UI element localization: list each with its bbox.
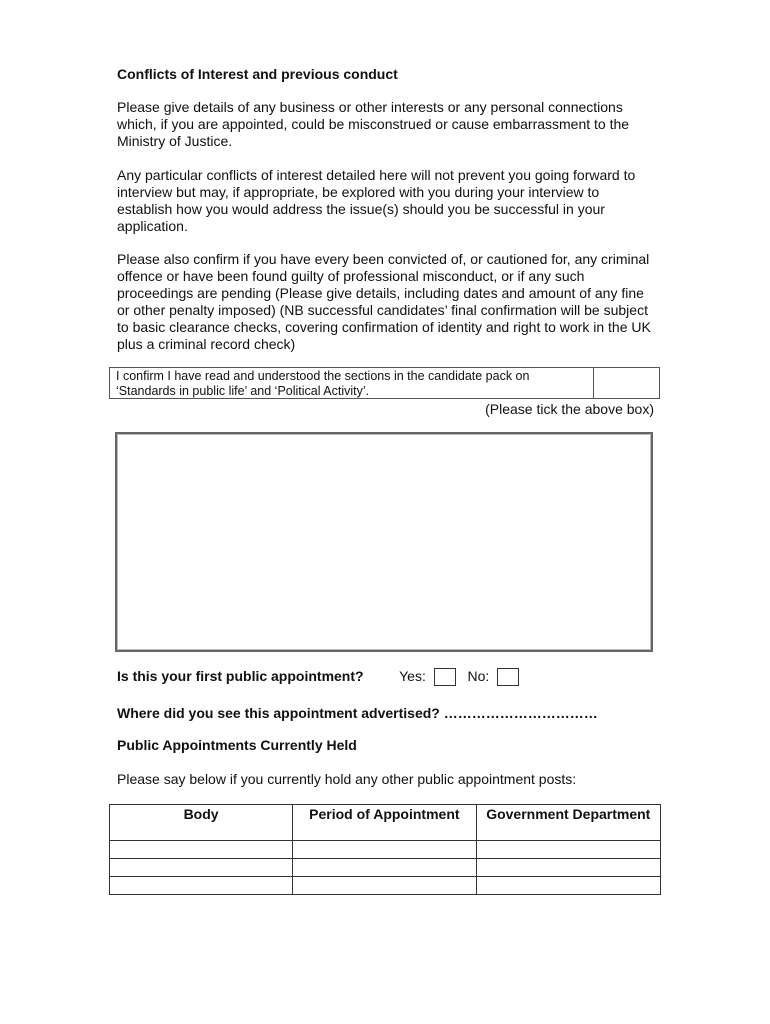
table-row (110, 877, 661, 895)
intro-paragraph-1: Please give details of any business or other interests or any personal connections which, if you are appointed, could be misconstrued or cause embarrassment to the Ministry of Justice. (117, 99, 630, 149)
table-row (110, 859, 661, 877)
column-header-body: Body (110, 805, 293, 841)
table-header-row (110, 805, 661, 841)
confirm-tick-box[interactable] (594, 368, 660, 398)
current-instruction: Please say below if you currently hold any other public appointment posts: (117, 771, 577, 787)
confirm-statement: I confirm I have read and understood the sections in the candidate pack on ‘Standards in public life’ and ‘Political Activity’. (116, 369, 530, 398)
table-cell[interactable] (293, 859, 476, 877)
table-cell[interactable] (293, 841, 476, 859)
first-appointment-row (117, 668, 519, 686)
table-row (110, 841, 661, 859)
section-title: Conflicts of Interest and previous conduct (117, 66, 398, 82)
column-header-department: Government Department (476, 805, 660, 841)
table-cell[interactable] (476, 859, 660, 877)
no-checkbox[interactable] (497, 668, 519, 686)
intro-paragraph-2: Any particular conflicts of interest detailed here will not prevent you going forward to interview but may, if appropriate, be explored with you during your interview to establish how you would address the issue(s) should you be successful in your application. (117, 167, 636, 234)
table-cell[interactable] (476, 877, 660, 895)
yes-checkbox[interactable] (434, 668, 456, 686)
table-cell[interactable] (293, 877, 476, 895)
current-heading: Public Appointments Currently Held (117, 737, 357, 753)
appointments-table (109, 804, 661, 895)
table-cell[interactable] (110, 841, 293, 859)
table-cell[interactable] (110, 877, 293, 895)
first-appointment-question: Is this your first public appointment? (117, 668, 364, 684)
advertised-row (117, 705, 598, 721)
tick-note: (Please tick the above box) (485, 401, 654, 417)
advertised-question: Where did you see this appointment advertised? (117, 705, 440, 721)
details-text-area[interactable] (115, 432, 653, 652)
no-label: No: (467, 668, 490, 684)
yes-label: Yes: (399, 668, 426, 684)
table-cell[interactable] (110, 859, 293, 877)
advertised-answer-line[interactable]: …………………………… (443, 705, 598, 721)
column-header-period: Period of Appointment (293, 805, 476, 841)
intro-paragraph-3: Please also confirm if you have every been convicted of, or cautioned for, any criminal offence or have been found guilty of professional misconduct, or if any such proceedings are pending (Please give details, including dates and amount of any fine or other penalty imposed) (NB successful candidates’ final confirmation will be subject to basic clearance checks, covering confirmation of identity and right to work in the UK plus a criminal record check) (117, 251, 651, 352)
table-cell[interactable] (476, 841, 660, 859)
confirm-row (109, 367, 660, 399)
